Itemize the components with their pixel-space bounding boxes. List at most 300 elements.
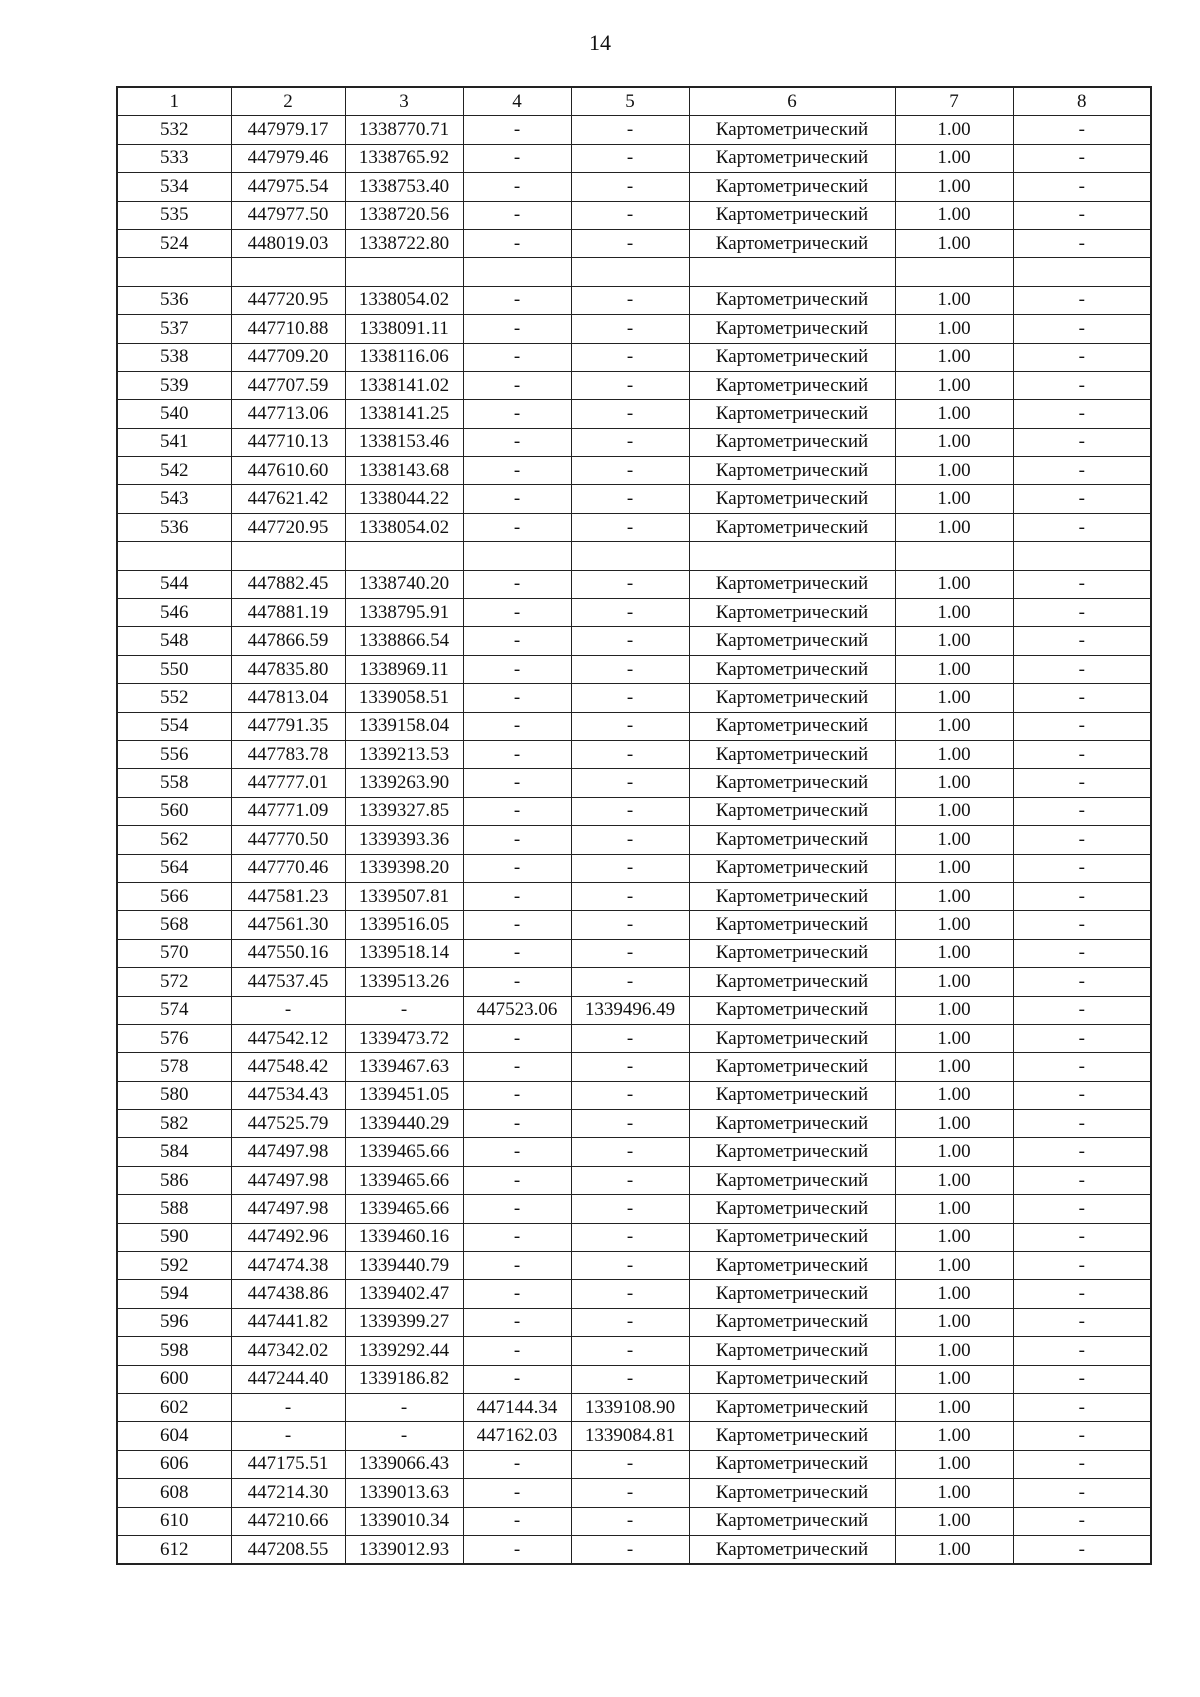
table-row <box>117 371 1151 399</box>
x-coordinate-cell: 447770.46 <box>231 854 345 882</box>
table-row <box>117 315 1151 343</box>
y-coordinate-alt-cell <box>571 542 689 570</box>
table-row <box>117 542 1151 570</box>
method-cell: Картометрический <box>689 1393 895 1421</box>
note-cell: - <box>1013 1053 1151 1081</box>
coordinates-table-container <box>116 86 1150 1565</box>
x-coordinate-cell: 447534.43 <box>231 1081 345 1109</box>
point-number-cell: 554 <box>117 712 231 740</box>
y-coordinate-cell: 1338143.68 <box>345 457 463 485</box>
x-coordinate-alt-cell: 447144.34 <box>463 1393 571 1421</box>
precision-cell: 1.00 <box>895 201 1013 229</box>
precision-cell: 1.00 <box>895 769 1013 797</box>
y-coordinate-cell: 1339393.36 <box>345 826 463 854</box>
point-number-cell: 586 <box>117 1166 231 1194</box>
point-number-cell: 588 <box>117 1195 231 1223</box>
precision-cell: 1.00 <box>895 826 1013 854</box>
note-cell: - <box>1013 1166 1151 1194</box>
x-coordinate-alt-cell: - <box>463 1053 571 1081</box>
method-cell: Картометрический <box>689 400 895 428</box>
note-cell: - <box>1013 485 1151 513</box>
x-coordinate-alt-cell: - <box>463 315 571 343</box>
y-coordinate-alt-cell: - <box>571 229 689 257</box>
note-cell: - <box>1013 343 1151 371</box>
x-coordinate-cell: 447525.79 <box>231 1110 345 1138</box>
method-cell: Картометрический <box>689 684 895 712</box>
table-row <box>117 229 1151 257</box>
precision-cell: 1.00 <box>895 570 1013 598</box>
x-coordinate-cell: 447882.45 <box>231 570 345 598</box>
precision-cell: 1.00 <box>895 485 1013 513</box>
table-row <box>117 116 1151 144</box>
method-cell: Картометрический <box>689 570 895 598</box>
column-header: 5 <box>571 87 689 116</box>
note-cell: - <box>1013 513 1151 541</box>
note-cell: - <box>1013 740 1151 768</box>
point-number-cell: 546 <box>117 599 231 627</box>
precision-cell: 1.00 <box>895 1507 1013 1535</box>
precision-cell <box>895 542 1013 570</box>
x-coordinate-cell: 447497.98 <box>231 1195 345 1223</box>
y-coordinate-alt-cell: - <box>571 1081 689 1109</box>
point-number-cell: 537 <box>117 315 231 343</box>
method-cell: Картометрический <box>689 712 895 740</box>
note-cell: - <box>1013 1393 1151 1421</box>
table-row <box>117 1535 1151 1564</box>
x-coordinate-cell: 447210.66 <box>231 1507 345 1535</box>
y-coordinate-cell: 1339066.43 <box>345 1450 463 1478</box>
table-row <box>117 968 1151 996</box>
x-coordinate-alt-cell: - <box>463 627 571 655</box>
note-cell: - <box>1013 570 1151 598</box>
table-row <box>117 1223 1151 1251</box>
y-coordinate-alt-cell: - <box>571 315 689 343</box>
point-number-cell: 562 <box>117 826 231 854</box>
y-coordinate-alt-cell: - <box>571 1195 689 1223</box>
y-coordinate-cell: - <box>345 996 463 1024</box>
point-number-cell: 608 <box>117 1479 231 1507</box>
method-cell: Картометрический <box>689 882 895 910</box>
x-coordinate-cell: 447771.09 <box>231 797 345 825</box>
x-coordinate-cell: 447881.19 <box>231 599 345 627</box>
note-cell: - <box>1013 826 1151 854</box>
method-cell: Картометрический <box>689 1337 895 1365</box>
note-cell: - <box>1013 173 1151 201</box>
y-coordinate-alt-cell: - <box>571 939 689 967</box>
note-cell: - <box>1013 655 1151 683</box>
y-coordinate-cell: 1339451.05 <box>345 1081 463 1109</box>
precision-cell: 1.00 <box>895 599 1013 627</box>
note-cell: - <box>1013 1280 1151 1308</box>
y-coordinate-cell: 1339398.20 <box>345 854 463 882</box>
table-row <box>117 1280 1151 1308</box>
header-row <box>117 87 1151 116</box>
precision-cell: 1.00 <box>895 1195 1013 1223</box>
table-row <box>117 173 1151 201</box>
table-header <box>117 87 1151 116</box>
method-cell: Картометрический <box>689 1110 895 1138</box>
x-coordinate-cell: 447497.98 <box>231 1166 345 1194</box>
x-coordinate-alt-cell: - <box>463 229 571 257</box>
table-row <box>117 144 1151 172</box>
y-coordinate-cell: 1338866.54 <box>345 627 463 655</box>
table-row <box>117 655 1151 683</box>
table-row <box>117 826 1151 854</box>
x-coordinate-alt-cell: - <box>463 144 571 172</box>
table-row <box>117 1337 1151 1365</box>
method-cell: Картометрический <box>689 627 895 655</box>
point-number-cell: 536 <box>117 513 231 541</box>
x-coordinate-cell: 447561.30 <box>231 911 345 939</box>
point-number-cell: 560 <box>117 797 231 825</box>
column-header: 8 <box>1013 87 1151 116</box>
table-row <box>117 712 1151 740</box>
x-coordinate-cell: 447866.59 <box>231 627 345 655</box>
x-coordinate-cell: 447438.86 <box>231 1280 345 1308</box>
precision-cell: 1.00 <box>895 684 1013 712</box>
precision-cell: 1.00 <box>895 286 1013 314</box>
precision-cell: 1.00 <box>895 173 1013 201</box>
method-cell: Картометрический <box>689 1507 895 1535</box>
precision-cell: 1.00 <box>895 371 1013 399</box>
method-cell: Картометрический <box>689 371 895 399</box>
y-coordinate-alt-cell: - <box>571 826 689 854</box>
y-coordinate-alt-cell: - <box>571 485 689 513</box>
point-number-cell: 535 <box>117 201 231 229</box>
method-cell: Картометрический <box>689 229 895 257</box>
y-coordinate-cell: 1338770.71 <box>345 116 463 144</box>
table-row <box>117 627 1151 655</box>
point-number-cell: 580 <box>117 1081 231 1109</box>
y-coordinate-alt-cell: - <box>571 1535 689 1564</box>
note-cell: - <box>1013 854 1151 882</box>
y-coordinate-cell: 1339402.47 <box>345 1280 463 1308</box>
table-row <box>117 1166 1151 1194</box>
table-row <box>117 1365 1151 1393</box>
precision-cell: 1.00 <box>895 1138 1013 1166</box>
x-coordinate-alt-cell <box>463 542 571 570</box>
precision-cell: 1.00 <box>895 1252 1013 1280</box>
table-row <box>117 1024 1151 1052</box>
precision-cell <box>895 258 1013 286</box>
method-cell: Картометрический <box>689 740 895 768</box>
point-number-cell: 612 <box>117 1535 231 1564</box>
precision-cell: 1.00 <box>895 1450 1013 1478</box>
method-cell: Картометрический <box>689 116 895 144</box>
note-cell: - <box>1013 939 1151 967</box>
y-coordinate-alt-cell: - <box>571 769 689 797</box>
y-coordinate-alt-cell <box>571 258 689 286</box>
table-row <box>117 258 1151 286</box>
y-coordinate-alt-cell: - <box>571 1365 689 1393</box>
y-coordinate-alt-cell: - <box>571 116 689 144</box>
y-coordinate-alt-cell: - <box>571 740 689 768</box>
x-coordinate-alt-cell: - <box>463 201 571 229</box>
y-coordinate-cell: 1339467.63 <box>345 1053 463 1081</box>
x-coordinate-alt-cell: - <box>463 684 571 712</box>
note-cell: - <box>1013 599 1151 627</box>
precision-cell: 1.00 <box>895 655 1013 683</box>
column-header: 7 <box>895 87 1013 116</box>
precision-cell: 1.00 <box>895 1365 1013 1393</box>
x-coordinate-cell: 447835.80 <box>231 655 345 683</box>
point-number-cell: 533 <box>117 144 231 172</box>
x-coordinate-alt-cell: - <box>463 1024 571 1052</box>
x-coordinate-alt-cell: - <box>463 712 571 740</box>
x-coordinate-cell: 447707.59 <box>231 371 345 399</box>
x-coordinate-alt-cell: - <box>463 1195 571 1223</box>
point-number-cell: 566 <box>117 882 231 910</box>
x-coordinate-cell: 447770.50 <box>231 826 345 854</box>
x-coordinate-cell: 448019.03 <box>231 229 345 257</box>
point-number-cell: 524 <box>117 229 231 257</box>
method-cell: Картометрический <box>689 1081 895 1109</box>
x-coordinate-alt-cell: - <box>463 939 571 967</box>
table-row <box>117 1110 1151 1138</box>
y-coordinate-cell: 1338054.02 <box>345 513 463 541</box>
table-body <box>117 116 1151 1564</box>
note-cell <box>1013 542 1151 570</box>
method-cell: Картометрический <box>689 144 895 172</box>
table-row <box>117 428 1151 456</box>
x-coordinate-alt-cell: - <box>463 882 571 910</box>
precision-cell: 1.00 <box>895 1110 1013 1138</box>
point-number-cell <box>117 542 231 570</box>
point-number-cell: 548 <box>117 627 231 655</box>
precision-cell: 1.00 <box>895 1024 1013 1052</box>
note-cell: - <box>1013 371 1151 399</box>
method-cell: Картометрический <box>689 315 895 343</box>
y-coordinate-cell: 1339440.79 <box>345 1252 463 1280</box>
point-number-cell: 600 <box>117 1365 231 1393</box>
precision-cell: 1.00 <box>895 968 1013 996</box>
y-coordinate-cell: 1339518.14 <box>345 939 463 967</box>
x-coordinate-cell: 447581.23 <box>231 882 345 910</box>
method-cell: Картометрический <box>689 655 895 683</box>
table-row <box>117 740 1151 768</box>
precision-cell: 1.00 <box>895 229 1013 257</box>
point-number-cell: 536 <box>117 286 231 314</box>
table-row <box>117 854 1151 882</box>
y-coordinate-cell: 1338091.11 <box>345 315 463 343</box>
y-coordinate-cell: 1339473.72 <box>345 1024 463 1052</box>
note-cell: - <box>1013 229 1151 257</box>
point-number-cell: 574 <box>117 996 231 1024</box>
precision-cell: 1.00 <box>895 740 1013 768</box>
point-number-cell: 543 <box>117 485 231 513</box>
y-coordinate-alt-cell: - <box>571 1138 689 1166</box>
x-coordinate-alt-cell: - <box>463 371 571 399</box>
x-coordinate-cell: 447710.13 <box>231 428 345 456</box>
table-row <box>117 996 1151 1024</box>
table-row <box>117 939 1151 967</box>
point-number-cell: 539 <box>117 371 231 399</box>
table-row <box>117 599 1151 627</box>
note-cell: - <box>1013 1138 1151 1166</box>
x-coordinate-alt-cell: - <box>463 1280 571 1308</box>
x-coordinate-alt-cell: - <box>463 513 571 541</box>
table-row <box>117 882 1151 910</box>
method-cell: Картометрический <box>689 1053 895 1081</box>
y-coordinate-cell: 1339465.66 <box>345 1138 463 1166</box>
precision-cell: 1.00 <box>895 712 1013 740</box>
table-row <box>117 797 1151 825</box>
x-coordinate-alt-cell: - <box>463 1138 571 1166</box>
precision-cell: 1.00 <box>895 1053 1013 1081</box>
x-coordinate-alt-cell: - <box>463 599 571 627</box>
x-coordinate-alt-cell: - <box>463 485 571 513</box>
x-coordinate-cell: 447550.16 <box>231 939 345 967</box>
method-cell: Картометрический <box>689 1252 895 1280</box>
y-coordinate-alt-cell: - <box>571 1024 689 1052</box>
note-cell: - <box>1013 1365 1151 1393</box>
note-cell: - <box>1013 1479 1151 1507</box>
y-coordinate-cell: 1339460.16 <box>345 1223 463 1251</box>
method-cell: Картометрический <box>689 854 895 882</box>
method-cell: Картометрический <box>689 201 895 229</box>
x-coordinate-alt-cell: - <box>463 968 571 996</box>
method-cell: Картометрический <box>689 1308 895 1336</box>
point-number-cell: 596 <box>117 1308 231 1336</box>
x-coordinate-alt-cell: - <box>463 457 571 485</box>
y-coordinate-alt-cell: - <box>571 854 689 882</box>
table-row <box>117 201 1151 229</box>
point-number-cell: 590 <box>117 1223 231 1251</box>
method-cell: Картометрический <box>689 826 895 854</box>
note-cell: - <box>1013 1308 1151 1336</box>
method-cell: Картометрический <box>689 968 895 996</box>
precision-cell: 1.00 <box>895 1223 1013 1251</box>
precision-cell: 1.00 <box>895 1479 1013 1507</box>
page-number: 14 <box>589 30 611 55</box>
precision-cell: 1.00 <box>895 116 1013 144</box>
x-coordinate-cell: 447474.38 <box>231 1252 345 1280</box>
y-coordinate-cell: 1339158.04 <box>345 712 463 740</box>
x-coordinate-cell: 447610.60 <box>231 457 345 485</box>
note-cell: - <box>1013 1252 1151 1280</box>
column-header: 2 <box>231 87 345 116</box>
x-coordinate-cell: 447537.45 <box>231 968 345 996</box>
x-coordinate-cell: 447621.42 <box>231 485 345 513</box>
point-number-cell: 592 <box>117 1252 231 1280</box>
x-coordinate-alt-cell: - <box>463 911 571 939</box>
y-coordinate-alt-cell: 1339496.49 <box>571 996 689 1024</box>
y-coordinate-cell: 1339399.27 <box>345 1308 463 1336</box>
method-cell: Картометрический <box>689 769 895 797</box>
x-coordinate-cell: 447813.04 <box>231 684 345 712</box>
method-cell: Картометрический <box>689 485 895 513</box>
y-coordinate-alt-cell: - <box>571 1337 689 1365</box>
y-coordinate-alt-cell: - <box>571 1166 689 1194</box>
precision-cell: 1.00 <box>895 513 1013 541</box>
table-row <box>117 684 1151 712</box>
y-coordinate-cell: 1338722.80 <box>345 229 463 257</box>
y-coordinate-alt-cell: - <box>571 201 689 229</box>
y-coordinate-alt-cell: 1339084.81 <box>571 1422 689 1450</box>
table-row <box>117 1308 1151 1336</box>
x-coordinate-alt-cell: - <box>463 1507 571 1535</box>
x-coordinate-alt-cell: - <box>463 1337 571 1365</box>
x-coordinate-alt-cell: - <box>463 1166 571 1194</box>
method-cell: Картометрический <box>689 343 895 371</box>
x-coordinate-alt-cell: - <box>463 570 571 598</box>
x-coordinate-cell: 447492.96 <box>231 1223 345 1251</box>
y-coordinate-cell: 1339465.66 <box>345 1195 463 1223</box>
y-coordinate-cell: 1338720.56 <box>345 201 463 229</box>
method-cell <box>689 542 895 570</box>
x-coordinate-alt-cell: - <box>463 428 571 456</box>
note-cell: - <box>1013 1195 1151 1223</box>
method-cell: Картометрический <box>689 1024 895 1052</box>
note-cell: - <box>1013 428 1151 456</box>
note-cell <box>1013 258 1151 286</box>
precision-cell: 1.00 <box>895 911 1013 939</box>
x-coordinate-cell: - <box>231 1422 345 1450</box>
point-number-cell: 544 <box>117 570 231 598</box>
y-coordinate-cell: 1339058.51 <box>345 684 463 712</box>
y-coordinate-alt-cell: - <box>571 1479 689 1507</box>
x-coordinate-alt-cell: - <box>463 1535 571 1564</box>
x-coordinate-alt-cell: 447523.06 <box>463 996 571 1024</box>
precision-cell: 1.00 <box>895 797 1013 825</box>
y-coordinate-alt-cell: 1339108.90 <box>571 1393 689 1421</box>
precision-cell: 1.00 <box>895 343 1013 371</box>
y-coordinate-cell: 1338753.40 <box>345 173 463 201</box>
y-coordinate-alt-cell: - <box>571 1507 689 1535</box>
precision-cell: 1.00 <box>895 1280 1013 1308</box>
table-row <box>117 769 1151 797</box>
method-cell: Картометрический <box>689 428 895 456</box>
method-cell: Картометрический <box>689 797 895 825</box>
x-coordinate-alt-cell: - <box>463 1081 571 1109</box>
y-coordinate-cell: 1339186.82 <box>345 1365 463 1393</box>
x-coordinate-alt-cell: - <box>463 1450 571 1478</box>
table-row <box>117 1195 1151 1223</box>
y-coordinate-alt-cell: - <box>571 343 689 371</box>
point-number-cell: 552 <box>117 684 231 712</box>
table-row <box>117 1138 1151 1166</box>
precision-cell: 1.00 <box>895 1422 1013 1450</box>
note-cell: - <box>1013 712 1151 740</box>
method-cell: Картометрический <box>689 1479 895 1507</box>
x-coordinate-cell: 447244.40 <box>231 1365 345 1393</box>
precision-cell: 1.00 <box>895 1393 1013 1421</box>
x-coordinate-alt-cell: - <box>463 1479 571 1507</box>
point-number-cell <box>117 258 231 286</box>
y-coordinate-alt-cell: - <box>571 173 689 201</box>
note-cell: - <box>1013 684 1151 712</box>
x-coordinate-cell: - <box>231 1393 345 1421</box>
y-coordinate-alt-cell: - <box>571 1280 689 1308</box>
x-coordinate-cell: 447175.51 <box>231 1450 345 1478</box>
x-coordinate-alt-cell: - <box>463 854 571 882</box>
y-coordinate-alt-cell: - <box>571 400 689 428</box>
y-coordinate-alt-cell: - <box>571 1053 689 1081</box>
y-coordinate-alt-cell: - <box>571 513 689 541</box>
point-number-cell: 570 <box>117 939 231 967</box>
point-number-cell: 604 <box>117 1422 231 1450</box>
x-coordinate-cell: 447713.06 <box>231 400 345 428</box>
y-coordinate-alt-cell: - <box>571 144 689 172</box>
point-number-cell: 534 <box>117 173 231 201</box>
point-number-cell: 572 <box>117 968 231 996</box>
x-coordinate-cell: 447497.98 <box>231 1138 345 1166</box>
y-coordinate-cell: 1339012.93 <box>345 1535 463 1564</box>
y-coordinate-cell: 1339513.26 <box>345 968 463 996</box>
y-coordinate-cell: 1338795.91 <box>345 599 463 627</box>
y-coordinate-alt-cell: - <box>571 1110 689 1138</box>
point-number-cell: 594 <box>117 1280 231 1308</box>
